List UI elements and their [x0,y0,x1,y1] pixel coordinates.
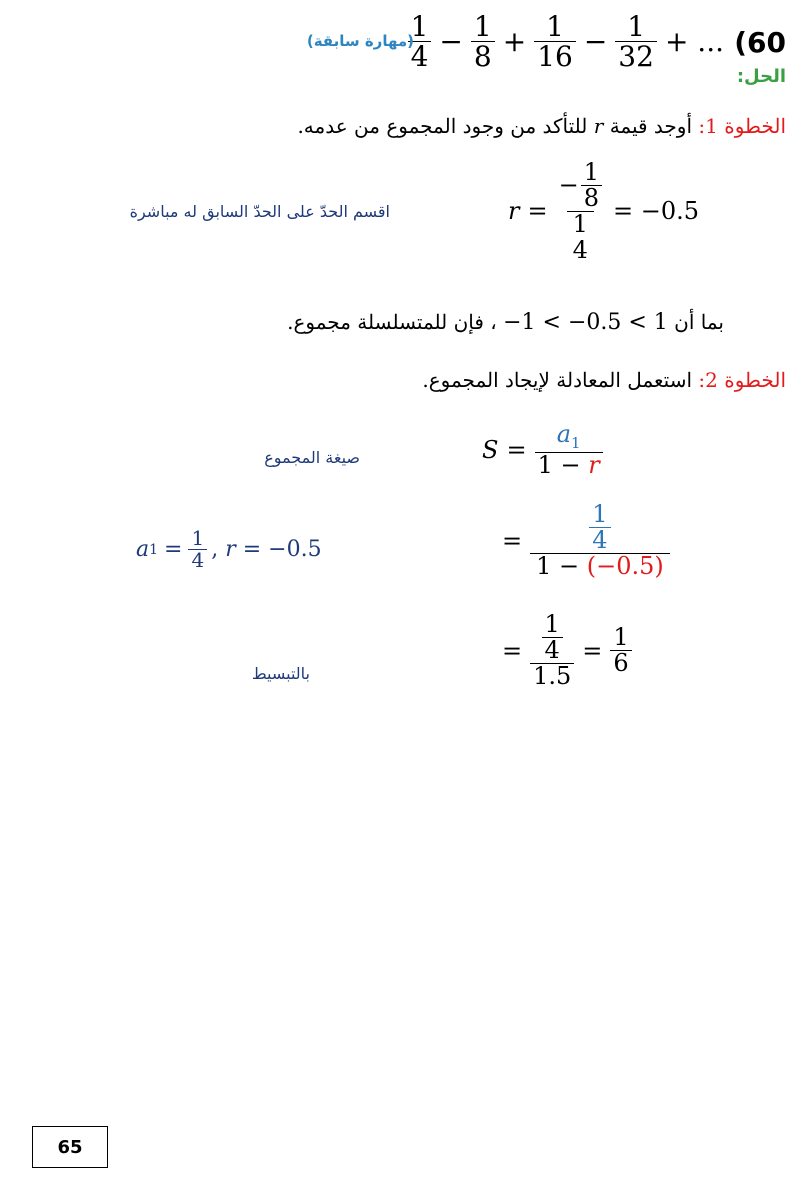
subst-note: a 1 = $\frac{1}{4}$ , r = −0.5 [136,526,322,572]
step1-var: r [593,114,604,138]
step2-label: الخطوة 2: [698,368,786,392]
condition-math: −1 < −0.5 < 1 [503,310,668,335]
step2-text: استعمل المعادلة لإيجاد المجموع. [422,368,693,392]
step1-line [297,114,786,138]
step1-note: اقسم الحدّ على الحدّ السابق له مباشرة [129,202,390,221]
step1-label: الخطوة 1: [698,114,786,138]
simplify-note: بالتبسيط [251,664,310,683]
sum-formula: S = $\frac{a_1}{1 - r}$ [482,422,603,478]
solution-label: الحل: [736,66,786,87]
problem-series: $\frac{1}{4}$ − $\frac{1}{8}$ + $\frac{1}{16}$ − $\frac{1}{32}$ + ... [408,12,724,72]
step1-text-before: أوجد قيمة [609,114,693,138]
formula-note: صيغة المجموع [264,448,360,467]
problem-header [6,12,786,76]
problem-number: (60 [734,26,786,59]
simplification: = $\frac{\frac{1}{4}}{1.5}$ = $\frac{1}{6}$ [502,612,632,690]
skill-tag: (مهارة سابقة) [306,32,414,50]
page-number: 65 [57,1136,83,1158]
page-number-box [32,1126,108,1168]
substitution: = $\frac{\frac{1}{4}}{1 - (-0.5)}$ [502,502,670,580]
r-result: = −0.5 [612,197,699,226]
condition-line: بما أن −1 < −0.5 < 1 ، فإن للمتسلسلة مجموع. [287,310,724,335]
r-equation: r = − $\frac{1}{8}$ 1 4 = −0.5 [508,158,699,264]
step2-line [422,368,786,392]
step1-text-after: للتأكد من وجود المجموع من عدمه. [297,114,588,138]
